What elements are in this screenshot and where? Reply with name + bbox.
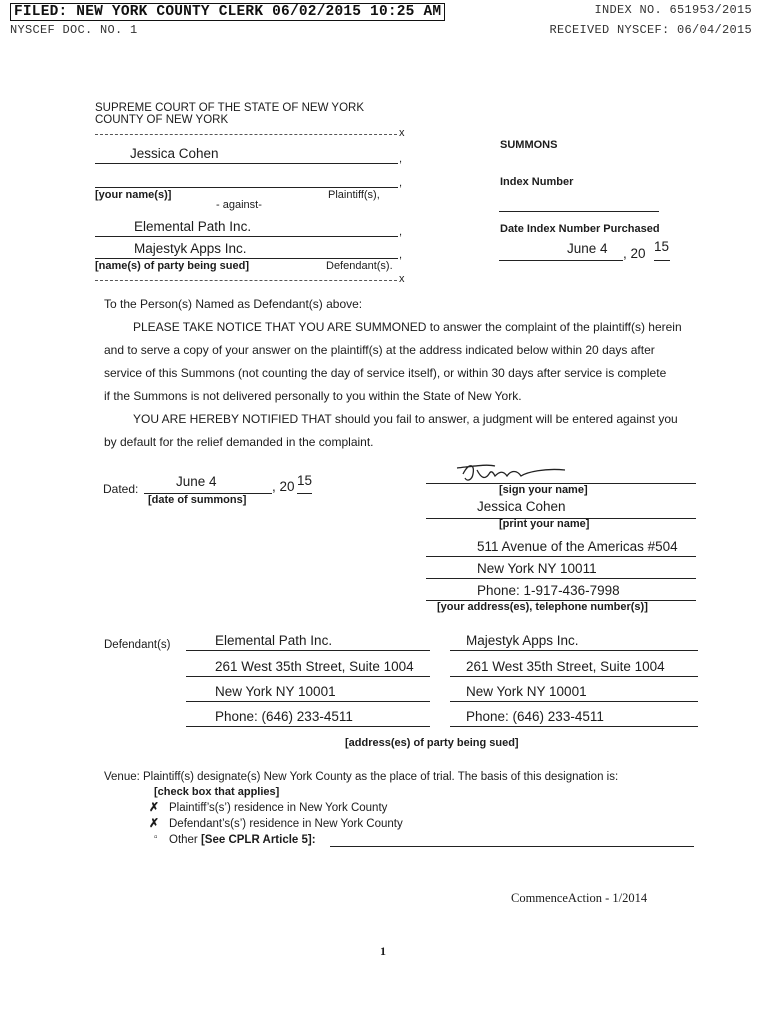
page-number: 1	[380, 944, 386, 958]
plaintiff-residence-option: Plaintiff’s(s’) residence in New York County	[169, 802, 388, 814]
notice-line-4: if the Summons is not delivered personally to you within the State of New York.	[104, 389, 522, 403]
defendant-1-line	[95, 236, 398, 237]
received-date: RECEIVED NYSCEF: 06/04/2015	[549, 23, 752, 37]
d2-line-2	[450, 676, 698, 677]
notice-paragraph	[104, 316, 700, 454]
other-line	[330, 846, 694, 847]
venue-line: Venue: Plaintiff(s) designate(s) New York County as the place of trial. The basis of this designation is:	[104, 771, 619, 783]
to-line: To the Person(s) Named as Defendant(s) above:	[104, 297, 363, 311]
caption-x-bottom: x	[399, 273, 405, 285]
date-purchased-value: June 4	[567, 241, 608, 256]
plaintiff-phone: Phone: 1-917-436-7998	[477, 583, 620, 598]
address-line-1	[426, 556, 696, 557]
caption-dash-bottom	[95, 280, 397, 281]
date-purchased-label: Date Index Number Purchased	[500, 223, 660, 235]
check-box-label: [check box that applies]	[154, 786, 280, 798]
other-checkbox[interactable]: ▫	[154, 832, 158, 843]
defendant-1-phone: Phone: (646) 233-4511	[215, 709, 353, 724]
defendant-1-street: 261 West 35th Street, Suite 1004	[215, 659, 414, 674]
date-purchased-line	[499, 260, 623, 261]
cplr-reference: [See CPLR Article 5]:	[200, 834, 316, 846]
against-label: - against-	[216, 199, 262, 211]
printed-name: Jessica Cohen	[477, 499, 566, 514]
dated-label: Dated:	[103, 482, 139, 496]
d1-line-1	[186, 650, 430, 651]
dated-year-suffix: 15	[297, 473, 313, 488]
defendant-residence-checkmark[interactable]: ✗	[149, 816, 160, 830]
index-number-label: Index Number	[500, 176, 574, 188]
year-line	[654, 260, 670, 261]
notified-line-2: by default for the relief demanded in the complaint.	[104, 435, 374, 449]
county-name: COUNTY OF NEW YORK	[95, 114, 229, 126]
caption-x-top: x	[399, 127, 405, 139]
defendant-1-name: Elemental Path Inc.	[134, 219, 252, 234]
defendant-2-line	[95, 258, 398, 259]
party-address-label: [address(es) of party being sued]	[345, 737, 519, 749]
defendant-2-phone: Phone: (646) 233-4511	[466, 709, 604, 724]
your-names-label: [your name(s)]	[95, 189, 172, 201]
defendant-2-block-name: Majestyk Apps Inc.	[466, 633, 579, 648]
date-of-summons-label: [date of summons]	[148, 494, 247, 506]
notice-line-2: and to serve a copy of your answer on the plaintiff(s) at the address indicated below within 20 days after	[104, 343, 655, 357]
comma: ,	[399, 226, 403, 238]
form-id: CommenceAction - 1/2014	[511, 891, 648, 905]
defendants-label: Defendant(s)	[104, 639, 171, 651]
defendant-2-city: New York NY 10001	[466, 684, 587, 699]
summons-title: SUMMONS	[500, 139, 558, 151]
plaintiff-line-2	[95, 187, 398, 188]
dated-year-line	[297, 493, 312, 494]
defendant-2-name: Majestyk Apps Inc.	[134, 241, 247, 256]
other-option-label: Other	[169, 834, 201, 846]
notice-line-1: PLEASE TAKE NOTICE THAT YOU ARE SUMMONED to answer the complaint of the plaintiff(s) herein	[133, 320, 682, 334]
other-option	[169, 834, 316, 846]
plaintiff-address-1: 511 Avenue of the Americas #504	[477, 539, 678, 554]
address-label: [your address(es), telephone number(s)]	[437, 601, 648, 613]
defendant-label: Defendant(s).	[326, 260, 393, 272]
d2-line-1	[450, 650, 698, 651]
notice-line-3: service of this Summons (not counting the day of service itself), or within 30 days after service is complete	[104, 366, 667, 380]
d1-line-3	[186, 701, 430, 702]
plaintiff-address-2: New York NY 10011	[477, 561, 597, 576]
comma: ,	[399, 153, 403, 165]
defendant-residence-option: Defendant’s(s’) residence in New York County	[169, 818, 403, 830]
year-prefix: , 20	[623, 246, 646, 261]
plaintiff-label: Plaintiff(s),	[328, 189, 380, 201]
plaintiff-residence-checkmark[interactable]: ✗	[149, 800, 160, 814]
defendant-1-city: New York NY 10001	[215, 684, 336, 699]
plaintiff-name-line	[95, 163, 398, 164]
dated-year-prefix: , 20	[272, 479, 295, 494]
party-sued-label: [name(s) of party being sued]	[95, 260, 250, 272]
plaintiff-name: Jessica Cohen	[130, 146, 219, 161]
address-line-2	[426, 578, 696, 579]
defendant-2-street: 261 West 35th Street, Suite 1004	[466, 659, 665, 674]
print-name-label: [print your name]	[499, 518, 590, 530]
sign-name-label: [sign your name]	[499, 484, 588, 496]
index-number: INDEX NO. 651953/2015	[594, 3, 752, 17]
comma: ,	[399, 177, 403, 189]
d1-line-4	[186, 726, 430, 727]
year-suffix: 15	[654, 239, 670, 254]
d2-line-3	[450, 701, 698, 702]
court-name: SUPREME COURT OF THE STATE OF NEW YORK	[95, 102, 365, 114]
d2-line-4	[450, 726, 698, 727]
filed-stamp: FILED: NEW YORK COUNTY CLERK 06/02/2015 10:25 AM	[10, 3, 445, 21]
d1-line-2	[186, 676, 430, 677]
index-number-line	[499, 211, 659, 212]
caption-dash-top	[95, 134, 397, 135]
notified-line-1: YOU ARE HEREBY NOTIFIED THAT should you fail to answer, a judgment will be entered against you	[133, 412, 678, 426]
doc-number: NYSCEF DOC. NO. 1	[10, 23, 138, 37]
comma: ,	[399, 249, 403, 261]
dated-value: June 4	[176, 474, 217, 489]
defendant-1-block-name: Elemental Path Inc.	[215, 633, 333, 648]
